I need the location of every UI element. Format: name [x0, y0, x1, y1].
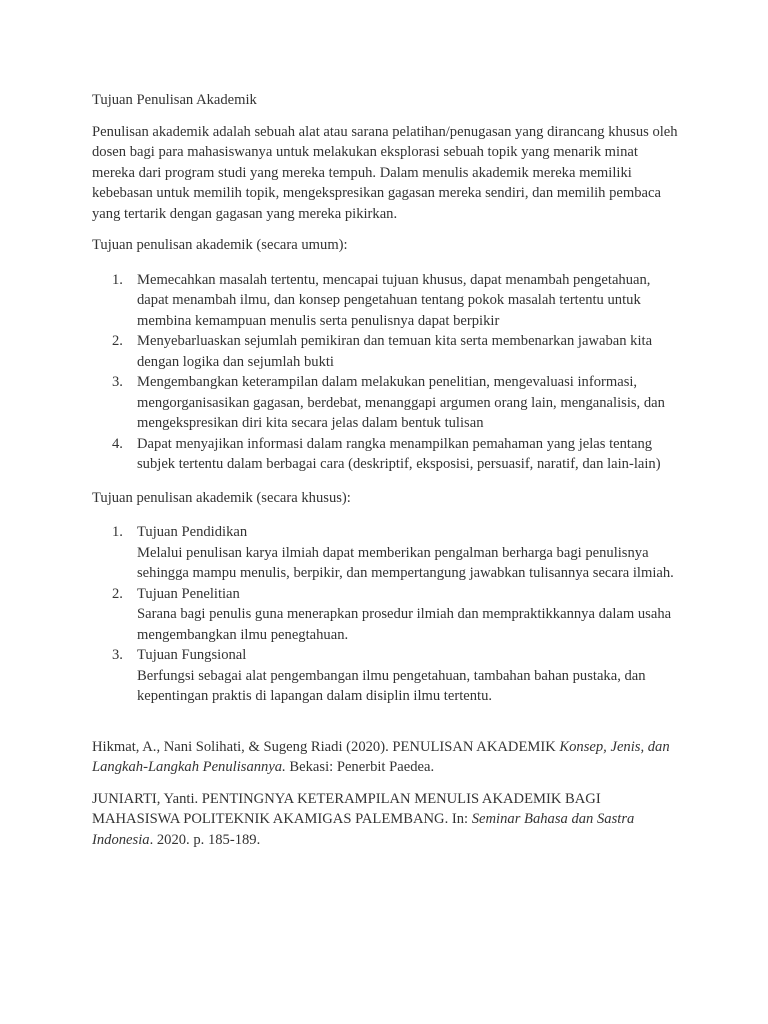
- document-page: [92, 90, 682, 861]
- specific-goals-list: [92, 522, 682, 707]
- list-item-title: Tujuan Fungsional: [137, 647, 247, 663]
- list-item-text: Mengembangkan keterampilan dalam melakukan penelitian, mengevaluasi informasi, mengorganisasikan gagasan, berdebat, menanggapi argumen orang lain, menganalisis, dan mengekspresikan diri kita secara jelas dalam bentuk tulisan: [137, 374, 665, 431]
- list-item-text: Sarana bagi penulis guna menerapkan prosedur ilmiah dan mempraktikkannya dalam usaha mengembangkan ilmu penegtahuan.: [137, 606, 672, 643]
- list-item-text: Melalui penulisan karya ilmiah dapat memberikan pengalman berharga bagi penulisnya sehingga mampu menulis, berpikir, dan mempertangung jawabkan tulisannya secara ilmiah.: [137, 544, 674, 581]
- general-goals-list: [92, 270, 682, 475]
- spacer: [92, 720, 682, 737]
- list-number: 2.: [112, 585, 123, 602]
- reference-entry: [92, 737, 682, 778]
- list-number: 3.: [112, 374, 123, 390]
- document-title: Tujuan Penulisan Akademik: [92, 92, 257, 108]
- reference-italic-title: Seminar Bahasa dan Sastra Indonesia: [92, 811, 635, 848]
- list-item-title: Tujuan Pendidikan: [137, 524, 248, 540]
- list-item-text: Menyebarluaskan sejumlah pemikiran dan temuan kita serta membenarkan jawaban kita dengan logika dan sejumlah bukti: [137, 333, 653, 370]
- reference-text: Bekasi: Penerbit Paedea.: [285, 759, 435, 775]
- list-item: [92, 270, 682, 332]
- list-item-text: Dapat menyajikan informasi dalam rangka menampilkan pemahaman yang jelas tentang subjek tertentu dalam berbagai cara (deskriptif, eksposisi, persuasif, naratif, dan lain-lain): [137, 435, 661, 472]
- list-number: 2.: [112, 333, 123, 349]
- list-item: [92, 584, 682, 646]
- list-item-text: Berfungsi sebagai alat pengembangan ilmu pengetahuan, tambahan bahan pustaka, dan kepentingan praktis di lapangan dalam disiplin ilmu tertentu.: [137, 667, 646, 704]
- list-item: [92, 331, 682, 372]
- list-number: 1.: [112, 271, 123, 288]
- list-item-text: Memecahkan masalah tertentu, mencapai tujuan khusus, dapat menambah pengetahuan, dapat menambah ilmu, dan konsep pengetahuan tentang pokok masalah tertentu untuk membina kemampuan menulis serta penulisnya dapat berpikir: [137, 271, 651, 329]
- intro-paragraph: Penulisan akademik adalah sebuah alat atau sarana pelatihan/penugasan yang dirancang khusus oleh dosen bagi para mahasiswanya untuk melakukan eksplorasi sebuah topik yang menarik minat mereka dari program studi yang mereka tempuh. Dalam menulis akademik mereka memiliki kebebasan untuk memilih topik, mengekspresikan gagasan mereka sendiri, dan memilih pembaca yang tertarik dengan gagasan yang mereka pikirkan.: [92, 123, 678, 222]
- list-number: 1.: [112, 524, 123, 540]
- list-item: [92, 645, 682, 707]
- general-goals-heading: Tujuan penulisan akademik (secara umum):: [92, 237, 348, 253]
- reference-text: . 2020. p. 185-189.: [149, 831, 261, 848]
- list-item: [92, 434, 682, 475]
- list-item-title: Tujuan Penelitian: [137, 585, 240, 602]
- reference-text: Hikmat, A., Nani Solihati, & Sugeng Riadi (2020). PENULISAN AKADEMIK: [92, 738, 560, 755]
- list-item: [92, 372, 682, 434]
- reference-text: JUNIARTI, Yanti. PENTINGNYA KETERAMPILAN MENULIS AKADEMIK BAGI MAHASISWA POLITEKNIK AKAMIGAS PALEMBANG. In:: [92, 790, 601, 827]
- list-number: 3.: [112, 647, 123, 663]
- reference-entry: [92, 789, 682, 851]
- specific-goals-heading: Tujuan penulisan akademik (secara khusus):: [92, 489, 351, 506]
- list-number: 4.: [112, 435, 123, 452]
- list-item: [92, 522, 682, 584]
- reference-italic-title: Konsep, Jenis, dan Langkah-Langkah Penulisannya.: [92, 738, 670, 775]
